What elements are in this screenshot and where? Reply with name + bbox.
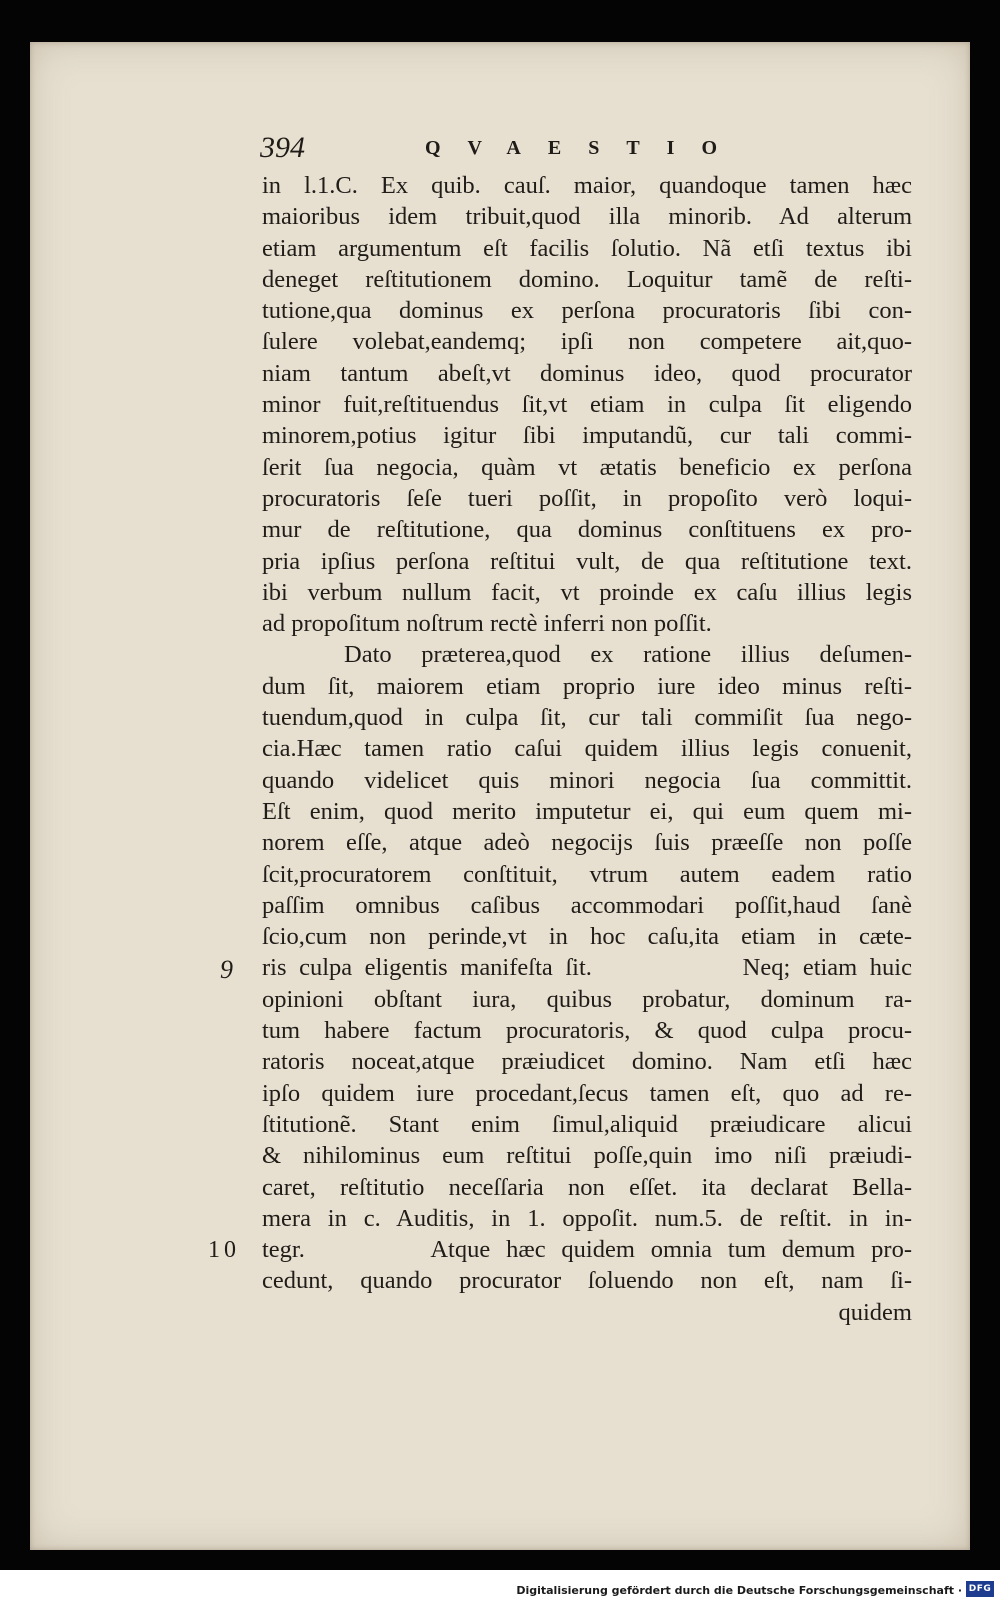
text-line: norem eſſe, atque adeò negocijs ſuis præeſſe non poſſe <box>262 829 912 857</box>
text-line: minorem,potius igitur ſibi imputandũ, cur tali commi- <box>262 422 912 450</box>
text-line: mur de reſtitutione, qua dominus conſtituens ex pro- <box>262 516 912 544</box>
page-header <box>260 128 780 168</box>
text-line: mera in c. Auditis, in 1. oppoſit. num.5. de reſtit. in in- <box>262 1204 912 1232</box>
text-line: etiam argumentum eſt facilis ſolutio. Nã etſi textus ibi <box>262 234 912 262</box>
text-line: opinioni obſtant iura, quibus probatur, dominum ra- <box>262 985 912 1013</box>
text-line: Eſt enim, quod merito imputetur ei, qui eum quem mi- <box>262 797 912 825</box>
text-line: ſcio,cum non perinde,vt in hoc caſu,ita etiam in cæte- <box>262 923 912 951</box>
text-line: procuratoris ſeſe tueri poſſit, in propoſito verò loqui- <box>262 484 912 512</box>
text-line: ſerit ſua negocia, quàm vt ætatis beneficio ex perſona <box>262 453 912 481</box>
text-line: caret, reſtitutio neceſſaria non eſſet. ita declarat Bella- <box>262 1173 912 1201</box>
body-text <box>262 170 922 1328</box>
text-line: ſtitutionẽ. Stant enim ſimul,aliquid præiudicare alicui <box>262 1110 912 1138</box>
margin-note-10: 10 <box>208 1237 240 1263</box>
text-line: ipſo quidem iure procedant,ſecus tamen eſt, quo ad re- <box>262 1079 912 1107</box>
dfg-logo: DFG <box>966 1581 994 1597</box>
text-line: tuendum,quod in culpa ſit, cur tali commiſit ſua nego- <box>262 704 912 732</box>
text-line: ſulere volebat,eandemq; ipſi non competere ait,quo- <box>262 328 912 356</box>
text-line: paſſim omnibus caſibus accommodari poſſit,haud ſanè <box>262 891 912 919</box>
paragraph-start-line: Dato præterea,quod ex ratione illius deſumen- <box>344 641 912 669</box>
running-head: QVAESTIO <box>425 137 745 159</box>
digitization-footer <box>0 1570 1000 1607</box>
text-line: tegr. Atque hæc quidem omnia tum demum pro- <box>262 1236 912 1264</box>
text-line: niam tantum abeſt,vt dominus ideo, quod procurator <box>262 359 912 387</box>
funding-credit: Digitalisierung gefördert durch die Deutsche Forschungsgemeinschaft · <box>516 1584 962 1597</box>
text-line: ibi verbum nullum facit, vt proinde ex caſu illius legis <box>262 578 912 606</box>
text-line: maioribus idem tribuit,quod illa minorib. Ad alterum <box>262 203 912 231</box>
text-line: ſcit,procuratorem conſtituit, vtrum autem eadem ratio <box>262 860 912 888</box>
text-line: in l.1.C. Ex quib. cauſ. maior, quandoque tamen hæc <box>262 172 912 199</box>
text-line: quando videlicet quis minori negocia ſua committit. <box>262 766 912 794</box>
text-line: dum ſit, maiorem etiam proprio iure ideo minus reſti- <box>262 672 912 700</box>
margin-note-9: 9 <box>220 955 233 984</box>
text-line: deneget reſtitutionem domino. Loquitur tamẽ de reſti- <box>262 265 912 293</box>
text-line: ris culpa eligentis manifeſta ſit. Neq; etiam huic <box>262 954 912 982</box>
text-line: cedunt, quando procurator ſoluendo non eſt, nam ſi- <box>262 1267 912 1295</box>
page-number: 394 <box>260 131 305 164</box>
catchword: quidem <box>838 1298 912 1326</box>
text-line: tum habere factum procuratoris, & quod culpa procu- <box>262 1017 912 1045</box>
text-line: ratoris noceat,atque præiudicet domino. Nam etſi hæc <box>262 1048 912 1076</box>
text-line: & nihilominus eum reſtitui poſſe,quin imo niſi præiudi- <box>262 1142 912 1170</box>
text-line: cia.Hæc tamen ratio caſui quidem illius legis conuenit, <box>262 735 912 763</box>
text-line: pria ipſius perſona reſtitui vult, de qua reſtitutione text. <box>262 547 912 575</box>
text-line: minor fuit,reſtituendus ſit,vt etiam in culpa ſit eligendo <box>262 391 912 419</box>
text-line: tutione,qua dominus ex perſona procuratoris ſibi con- <box>262 297 912 325</box>
text-line: ad propoſitum noſtrum rectè inferri non poſſit. <box>262 610 712 638</box>
